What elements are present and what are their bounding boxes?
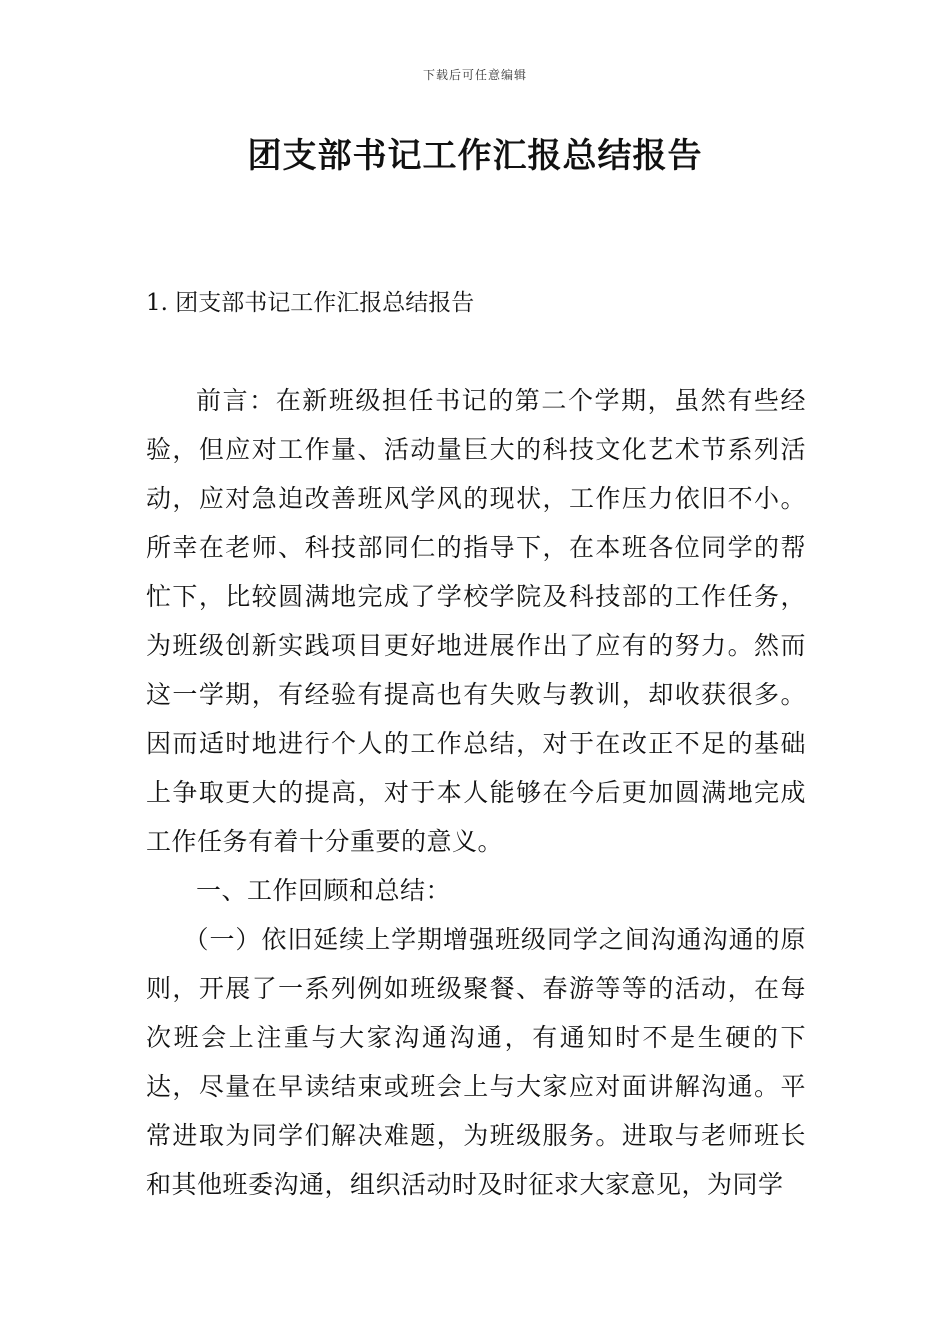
header-note: 下载后可任意编辑 [422,68,527,82]
document-title: 团支部书记工作汇报总结报告 [247,136,703,176]
item-one-paragraph: （一）依旧延续上学期增强班级同学之间沟通沟通的原则，开展了一系列例如班级聚餐、春游等等的活动，在每次班会上注重与大家沟通沟通，有通知时不是生硬的下达，尽量在早读结束或班会上与大家应对面讲解沟通。平常进取为同学们解决难题，为班级服务。进取与老师班长和其他班委沟通，组织活动时及时征求大家意见，为同学 [146,925,806,1199]
preface-paragraph: 前言：在新班级担任书记的第二个学期，虽然有些经验，但应对工作量、活动量巨大的科技文化艺术节系列活动，应对急迫改善班风学风的现状，工作压力依旧不小。所幸在老师、科技部同仁的指导下，在本班各位同学的帮忙下，比较圆满地完成了学校学院及科技部的工作任务，为班级创新实践项目更好地进展作出了应有的努力。然而这一学期，有经验有提高也有失败与教训，却收获很多。因而适时地进行个人的工作总结，对于在改正不足的基础上争取更大的提高，对于本人能够在今后更加圆满地完成工作任务有着十分重要的意义。 [146,386,806,856]
section-heading: 1. 团支部书记工作汇报总结报告 [146,290,475,316]
body-text [146,376,806,1209]
review-heading: 一、工作回顾和总结： [196,876,452,905]
